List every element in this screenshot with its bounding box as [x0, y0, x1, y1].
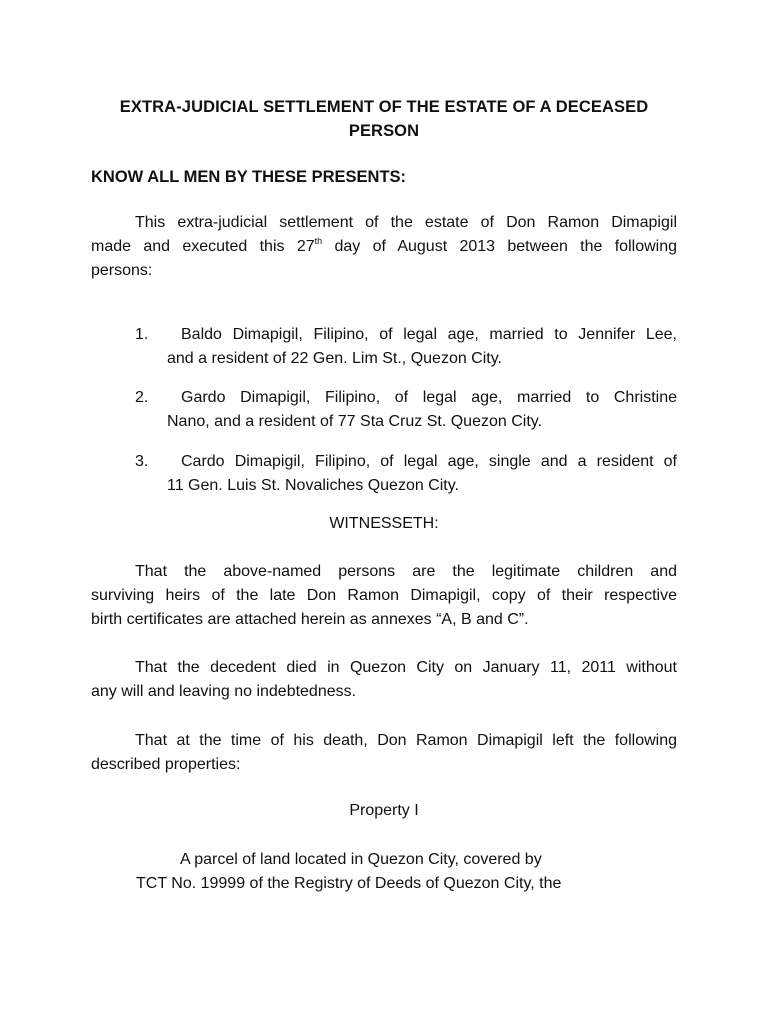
- property-text-line-2: TCT No. 19999 of the Registry of Deeds of Quezon City, the: [136, 875, 562, 892]
- person-line-2: Nano, and a resident of 77 Sta Cruz St. Quezon City.: [167, 413, 543, 430]
- death-paragraph: [91, 656, 677, 704]
- death-line-2: any will and leaving no indebtedness.: [91, 683, 357, 700]
- heirs-line-1: That the above-named persons are the legitimate children and: [135, 563, 677, 580]
- person-item-2: [91, 386, 677, 434]
- person-line-1: Gardo Dimapigil, Filipino, of legal age, married to Christine: [181, 389, 677, 406]
- person-line-2: and a resident of 22 Gen. Lim St., Quezon City.: [167, 350, 502, 367]
- person-line-1: Baldo Dimapigil, Filipino, of legal age, married to Jennifer Lee,: [181, 326, 677, 343]
- heirs-line-3: birth certificates are attached herein as annexes “A, B and C”.: [91, 611, 529, 628]
- person-item-1: [91, 323, 677, 371]
- properties-line-2: described properties:: [91, 756, 241, 773]
- death-line-1: That the decedent died in Quezon City on January 11, 2011 without: [135, 659, 677, 676]
- person-number: 3.: [135, 453, 149, 470]
- heirs-line-2: surviving heirs of the late Don Ramon Dimapigil, copy of their respective: [91, 587, 677, 604]
- intro-line-2-pre: made and executed this 27: [91, 238, 315, 255]
- person-line-1: Cardo Dimapigil, Filipino, of legal age, single and a resident of: [181, 453, 677, 470]
- intro-line-2-post: day of August 2013 between the following: [322, 238, 677, 255]
- intro-line-3: persons:: [91, 262, 153, 279]
- person-line-2: 11 Gen. Luis St. Novaliches Quezon City.: [167, 477, 459, 494]
- properties-paragraph: [91, 729, 677, 777]
- person-number: 1.: [135, 326, 149, 343]
- document-title: [90, 95, 678, 143]
- intro-line-2: [91, 235, 677, 259]
- title-line-1: EXTRA-JUDICIAL SETTLEMENT OF THE ESTATE OF A DECEASED: [119, 98, 649, 116]
- ordinal-suffix: th: [314, 236, 323, 246]
- property-text-line-1: A parcel of land located in Quezon City, covered by: [180, 851, 542, 868]
- intro-paragraph: [91, 211, 677, 283]
- person-item-3: [91, 450, 677, 498]
- intro-line-1: This extra-judicial settlement of the estate of Don Ramon Dimapigil: [135, 214, 677, 231]
- property-heading: Property I: [349, 802, 419, 819]
- properties-line-1: That at the time of his death, Don Ramon Dimapigil left the following: [135, 732, 677, 749]
- witnesseth-heading: WITNESSETH:: [329, 515, 439, 532]
- know-all-men-heading: KNOW ALL MEN BY THESE PRESENTS:: [91, 168, 407, 186]
- heirs-paragraph: [91, 560, 677, 632]
- title-line-2: PERSON: [348, 122, 420, 140]
- person-number: 2.: [135, 389, 149, 406]
